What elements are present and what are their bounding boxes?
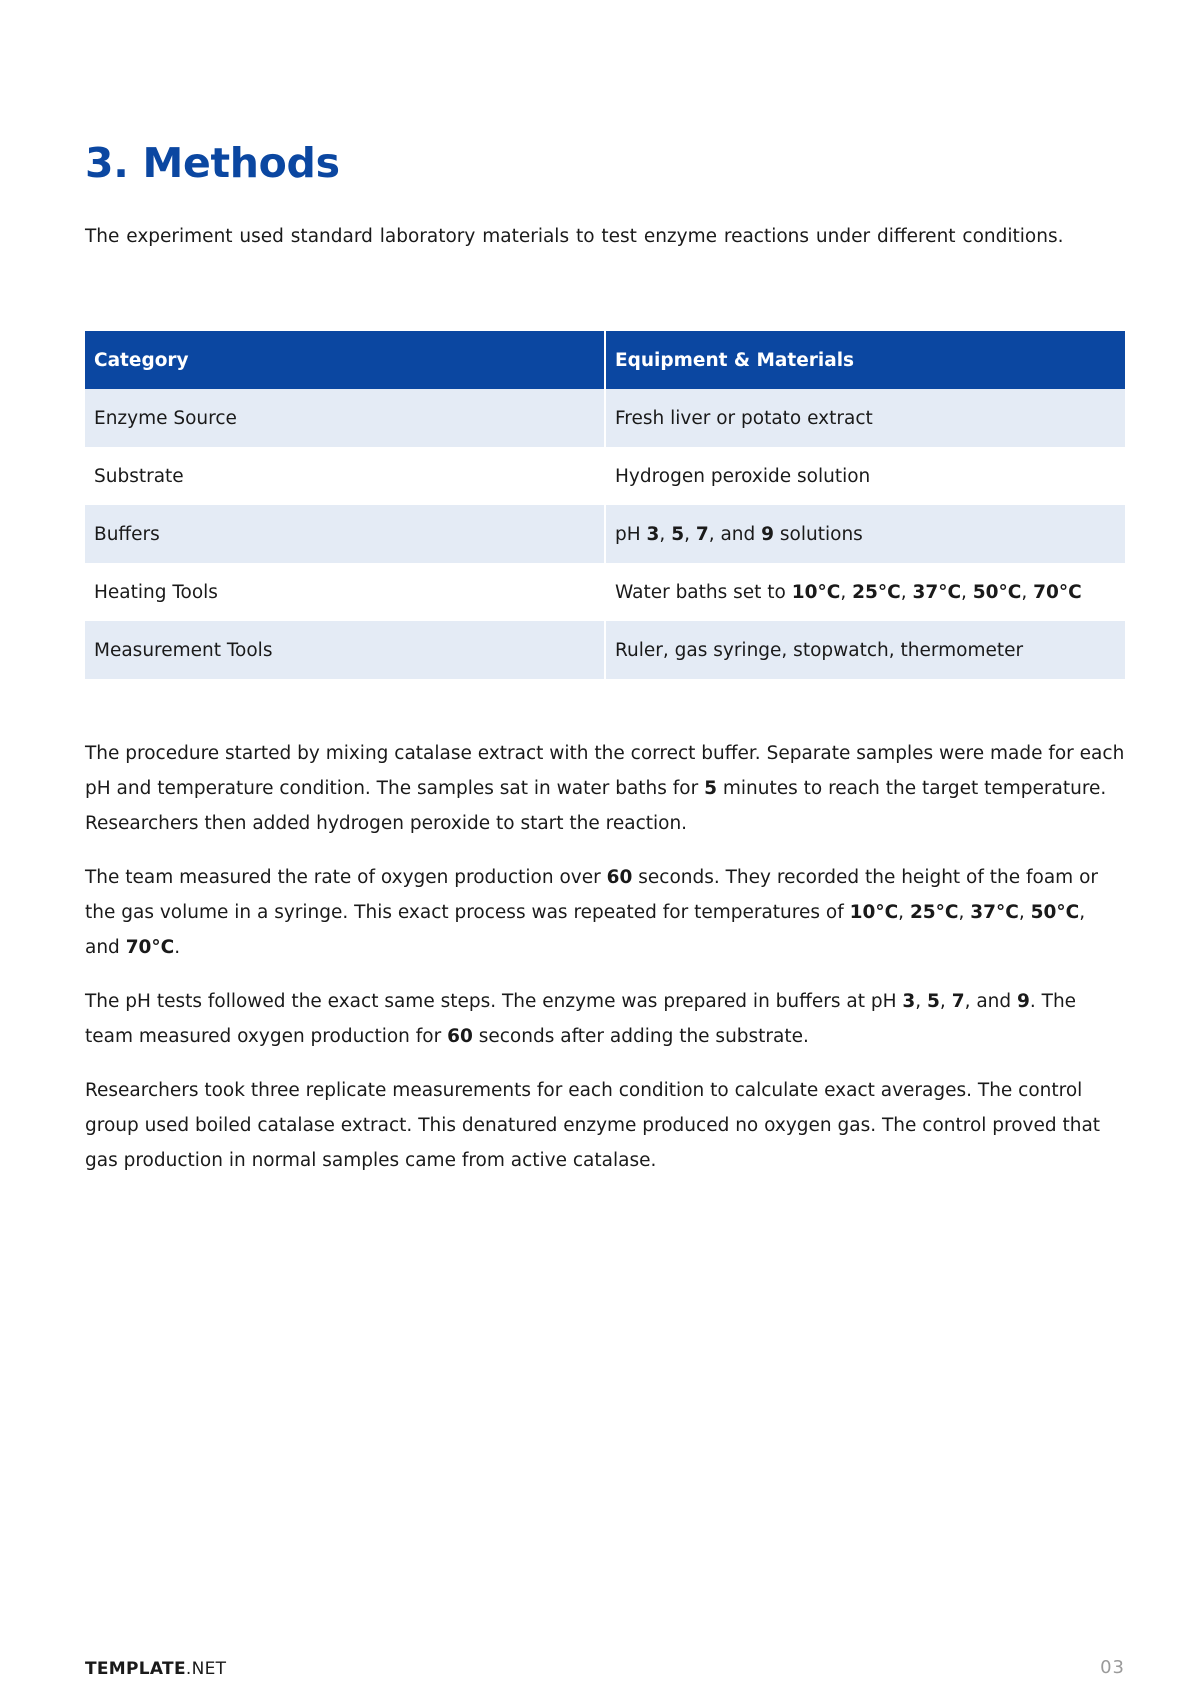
footer-brand-logo <box>85 1659 226 1679</box>
table-header-materials: Equipment & Materials <box>605 331 1125 389</box>
paragraph-measurement: The team measured the rate of oxygen production over 60 seconds. They recorded the height of the foam or the gas volume in a syringe. This exact process was repeated for temperatures of 10°C, 25°C, 37°C, 50°C, and 70°C. <box>85 867 1099 958</box>
methods-body <box>85 736 1125 1197</box>
brand-bold-text: TEMPLATE <box>85 1659 186 1679</box>
page-number: 03 <box>1100 1657 1125 1678</box>
table-header-category: Category <box>85 331 605 389</box>
table-row <box>85 621 1125 679</box>
table-cell-category: Buffers <box>85 505 605 563</box>
table-cell-materials: Hydrogen peroxide solution <box>605 447 1125 505</box>
paragraph-ph-tests: The pH tests followed the exact same steps. The enzyme was prepared in buffers at pH 3, 5, 7, and 9. The team measured oxygen production for 60 seconds after adding the substrate. <box>85 991 1077 1047</box>
table-cell-materials: Water baths set to 10°C, 25°C, 37°C, 50°C, 70°C <box>605 563 1125 621</box>
table-cell-category: Substrate <box>85 447 605 505</box>
table-row <box>85 447 1125 505</box>
table-cell-category: Heating Tools <box>85 563 605 621</box>
table-cell-materials: Ruler, gas syringe, stopwatch, thermometer <box>605 621 1125 679</box>
table-row <box>85 505 1125 563</box>
table-cell-materials: pH 3, 5, 7, and 9 solutions <box>605 505 1125 563</box>
paragraph-replicates: Researchers took three replicate measurements for each condition to calculate exact averages. The control group used boiled catalase extract. This denatured enzyme produced no oxygen gas. The control proved that gas production in normal samples came from active catalase. <box>85 1080 1101 1171</box>
paragraph-procedure: The procedure started by mixing catalase extract with the correct buffer. Separate samples were made for each pH and temperature condition. The samples sat in water baths for 5 minutes to reach the target temperature. Researchers then added hydrogen peroxide to start the reaction. <box>85 743 1125 834</box>
table-cell-category: Measurement Tools <box>85 621 605 679</box>
materials-table <box>85 331 1125 679</box>
table-header-row <box>85 331 1125 389</box>
table-row <box>85 389 1125 447</box>
brand-light-text: .NET <box>185 1659 227 1679</box>
table-row <box>85 563 1125 621</box>
section-intro: The experiment used standard laboratory materials to test enzyme reactions under different conditions. <box>85 226 1064 247</box>
section-heading: 3. Methods <box>85 139 340 187</box>
table-cell-category: Enzyme Source <box>85 389 605 447</box>
table-cell-materials: Fresh liver or potato extract <box>605 389 1125 447</box>
